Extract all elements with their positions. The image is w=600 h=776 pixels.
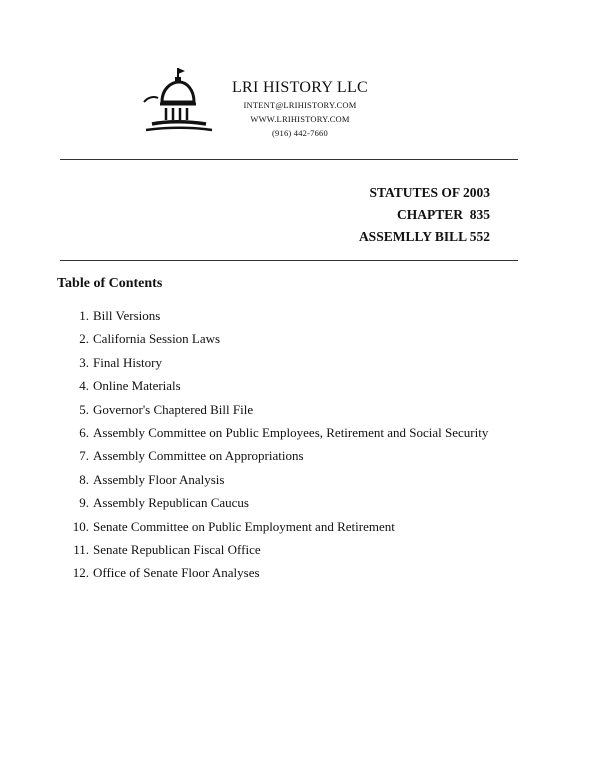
toc-item-number: 8. xyxy=(79,471,89,487)
toc-list xyxy=(60,306,488,587)
toc-item-number: 10. xyxy=(72,518,89,534)
firm-header xyxy=(210,78,390,140)
statute-year: STATUTES OF 2003 xyxy=(369,185,490,200)
capitol-dome-icon xyxy=(142,64,214,140)
toc-item xyxy=(60,517,488,540)
toc-item xyxy=(60,493,488,516)
toc-item-number: 1. xyxy=(79,308,89,323)
toc-item xyxy=(60,329,488,352)
toc-item-label: Senate Committee on Public Employment and Retirement xyxy=(93,518,395,534)
divider-top xyxy=(60,159,518,160)
firm-phone: (916) 442-7660 xyxy=(272,128,328,138)
toc-item-number: 12. xyxy=(72,565,89,581)
toc-item xyxy=(60,563,488,586)
toc-item xyxy=(60,446,488,469)
toc-item-number: 5. xyxy=(79,401,89,417)
toc-item-label: Bill Versions xyxy=(93,308,161,323)
toc-item-label: Governor's Chaptered Bill File xyxy=(93,401,254,417)
toc-item xyxy=(60,353,488,376)
toc-item xyxy=(60,470,488,493)
toc-item xyxy=(60,376,488,399)
toc-item-label: Final History xyxy=(93,354,162,370)
firm-website: WWW.LRIHISTORY.COM xyxy=(250,114,350,124)
toc-item-label: California Session Laws xyxy=(93,331,221,347)
toc-item-number: 7. xyxy=(79,448,89,464)
toc-item-number: 11. xyxy=(73,541,89,557)
toc-item-number: 3. xyxy=(79,354,89,370)
statute-bill: ASSEMLLY BILL 552 xyxy=(358,229,490,244)
firm-email: INTENT@LRIHISTORY.COM xyxy=(243,100,357,110)
statute-chapter: CHAPTER 835 xyxy=(396,207,490,222)
toc-item-number: 4. xyxy=(79,378,89,394)
toc-item xyxy=(60,306,488,329)
toc-item-label: Assembly Floor Analysis xyxy=(93,471,225,487)
divider-bottom xyxy=(60,260,518,261)
toc-item-label: Senate Republican Fiscal Office xyxy=(93,541,261,557)
statute-block xyxy=(359,182,490,248)
toc-item xyxy=(60,423,488,446)
toc-item-number: 6. xyxy=(79,424,89,440)
toc-item-label: Office of Senate Floor Analyses xyxy=(93,565,260,581)
toc-item-number: 2. xyxy=(79,331,89,347)
toc-item-number: 9. xyxy=(79,495,89,511)
toc-item-label: Assembly Republican Caucus xyxy=(93,495,249,511)
toc-item xyxy=(60,540,488,563)
toc-item-label: Assembly Committee on Appropriations xyxy=(93,448,304,464)
toc-title: Table of Contents xyxy=(57,276,163,291)
toc-item xyxy=(60,400,488,423)
firm-name: LRI HISTORY LLC xyxy=(231,79,369,96)
toc-item-label: Online Materials xyxy=(93,378,181,394)
toc-item-label: Assembly Committee on Public Employees, Retirement and Social Security xyxy=(93,424,489,440)
